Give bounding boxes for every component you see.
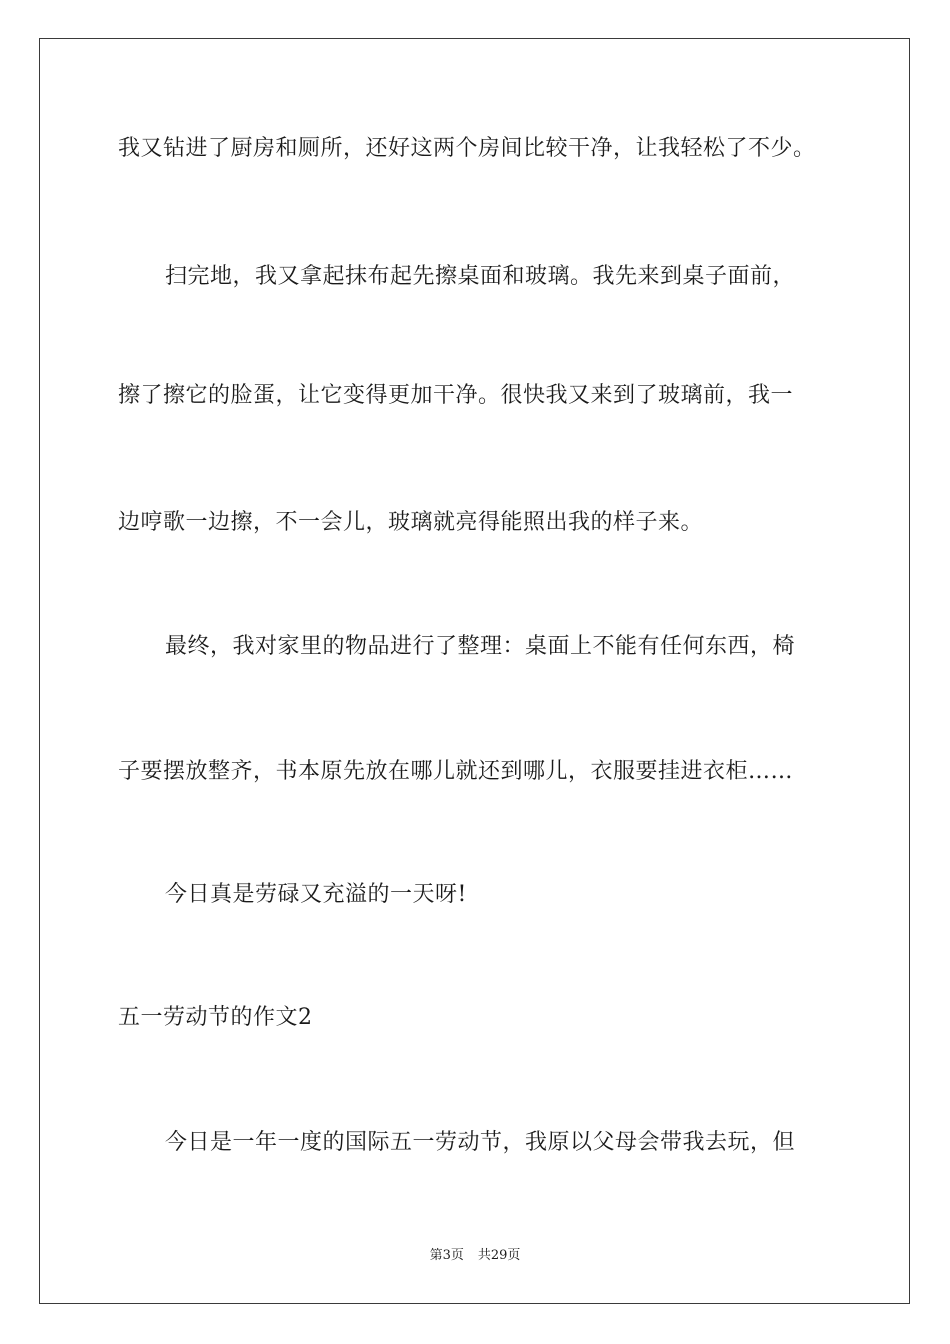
current-page-number: 第3页 — [429, 1248, 464, 1263]
paragraph-line-5: 最终，我对家里的物品进行了整理：桌面上不能有任何东西，椅 — [165, 634, 796, 659]
paragraph-line-4: 边哼歌一边擦，不一会儿，玻璃就亮得能照出我的样子来。 — [118, 510, 704, 535]
paragraph-line-1: 我又钻进了厨房和厕所，还好这两个房间比较干净，让我轻松了不少。 — [118, 136, 816, 161]
paragraph-line-6: 子要摆放整齐，书本原先放在哪儿就还到哪儿，衣服要挂进衣柜…… — [118, 759, 794, 784]
paragraph-line-8: 今日是一年一度的国际五一劳动节，我原以父母会带我去玩，但 — [165, 1130, 796, 1155]
page-footer — [0, 1247, 950, 1265]
paragraph-line-7: 今日真是劳碌又充溢的一天呀! — [165, 882, 467, 907]
paragraph-line-3: 擦了擦它的脸蛋，让它变得更加干净。很快我又来到了玻璃前，我一 — [118, 383, 794, 408]
total-page-count: 共29页 — [477, 1248, 521, 1263]
section-heading: 五一劳动节的作文2 — [118, 1005, 313, 1030]
paragraph-line-2: 扫完地，我又拿起抹布起先擦桌面和玻璃。我先来到桌子面前， — [165, 264, 796, 289]
page-frame — [39, 38, 910, 1304]
